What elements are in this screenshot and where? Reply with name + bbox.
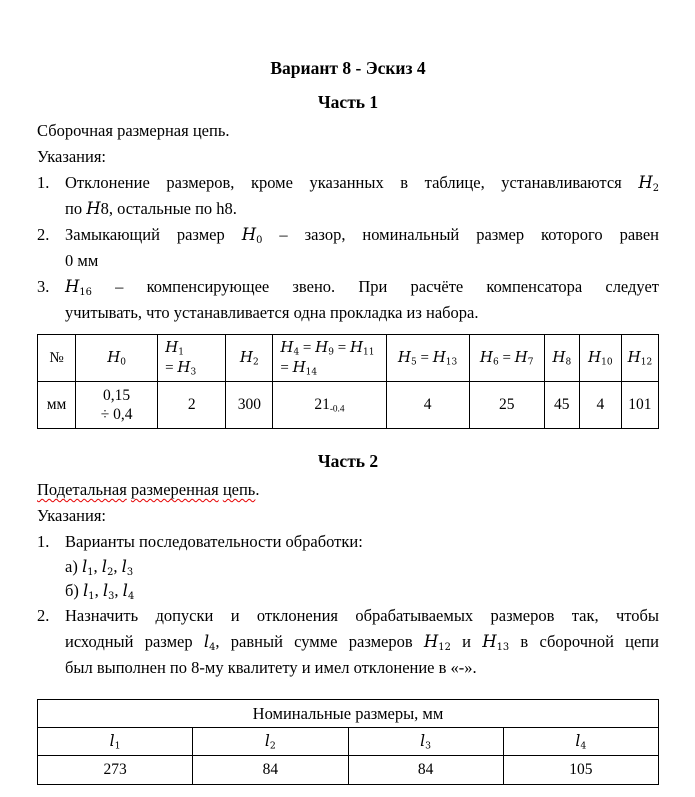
header-line: = $H_{14}$ [280, 358, 318, 378]
table2-value-l1: 273 [38, 756, 193, 785]
table2-title-row [38, 700, 659, 728]
table2-header-l1: $l_1$ [38, 728, 193, 756]
part2-item-2 [37, 603, 659, 681]
table2-value-l4: 105 [503, 756, 658, 785]
table1-value-h10: 4 [579, 382, 621, 429]
part1-item-1 [37, 170, 659, 222]
item-text-line: по H8, остальные по h8. [65, 199, 237, 218]
document-title: Вариант 8 - Эскиз 4 [270, 58, 426, 78]
table1-unit-cell: мм [38, 382, 76, 429]
table2-header-row [38, 728, 659, 756]
value-line: ÷ 0,4 [100, 406, 133, 423]
item-text-line: учитывать, что устанавливается одна прокладка из набора. [65, 303, 479, 322]
part1-section [37, 92, 659, 326]
dimension-parameters-table [37, 334, 659, 429]
table1-header-h10: $H_{10}$ [579, 335, 621, 382]
misspelled-word: Подетальная [37, 480, 127, 499]
table1-value-h5-h13: 4 [386, 382, 469, 429]
table2-title-cell: Номинальные размеры, мм [38, 700, 659, 728]
misspelled-word: цепь [222, 480, 256, 499]
table2-value-l2: 84 [193, 756, 348, 785]
item-text-line: Назначить допуски и отклонения обрабатываемых размеров так, чтобы [65, 606, 659, 625]
table2-header-l4: $l_4$ [503, 728, 658, 756]
item-text-line: $H_{16}$ – компенсирующее звено. При расчёте компенсатора следует [65, 277, 659, 298]
item-text-line: Замыкающий размер $H_0$ – зазор, номинальный размер которого равен [65, 225, 659, 246]
part1-intro: Сборочная размерная цепь. [37, 121, 230, 140]
misspelled-word: размеренная [130, 480, 219, 499]
part2-heading: Часть 2 [317, 451, 379, 471]
table1-value-h2: 300 [226, 382, 273, 429]
part2-item-1 [37, 529, 659, 603]
item-number: 1. [37, 173, 50, 192]
header-line: $H_1$ [165, 338, 184, 358]
part2-section [37, 451, 659, 681]
table1-value-h4: $21_{-0.4}$ [273, 382, 386, 429]
table1-value-h8: 45 [544, 382, 579, 429]
item-number: 2. [37, 606, 50, 625]
table1-header-h4-h9-h11-h14 [273, 335, 386, 382]
table1-header-h0: $H_0$ [76, 335, 158, 382]
item-text-line: исходный размер $l_4$, равный сумме размеров $H_{12}$ и $H_{13}$ в сборочной цепи [65, 632, 659, 653]
table1-header-h1-h3 [158, 335, 226, 382]
header-line: = $H_3$ [165, 358, 197, 378]
table1-header-h12: $H_{12}$ [621, 335, 658, 382]
table1-value-h12: 101 [621, 382, 658, 429]
nominal-sizes-table [37, 699, 659, 785]
part2-instructions-label: Указания: [37, 506, 106, 525]
part1-heading: Часть 1 [317, 92, 379, 112]
part1-instructions-label: Указания: [37, 147, 106, 166]
table1-value-h0 [76, 382, 158, 429]
item-number: 2. [37, 225, 50, 244]
sequence-option-b: б) $l_1$, $l_3$, $l_4$ [65, 581, 135, 602]
header-line: $H_4 = H_9 = H_{11}$ [280, 338, 375, 358]
table2-header-l3: $l_3$ [348, 728, 503, 756]
table2-values-row [38, 756, 659, 785]
table1-values-row [38, 382, 659, 429]
table1-header-h6-h7: $H_6 = H_7$ [469, 335, 544, 382]
item-text-line: Отклонение размеров, кроме указанных в таблице, устанавливаются $H_2$ [65, 173, 659, 194]
table1-header-h5-h13: $H_5 = H_{13}$ [386, 335, 469, 382]
sequence-option-a: а) $l_1$, $l_2$, $l_3$ [65, 557, 134, 578]
table2-value-l3: 84 [348, 756, 503, 785]
item-number: 3. [37, 277, 50, 296]
value-line: 0,15 [103, 387, 131, 404]
table1-header-h8: $H_8$ [544, 335, 579, 382]
item-text-line: был выполнен по 8-му квалитету и имел отклонение в «-». [65, 658, 477, 677]
item-text-line: Варианты последовательности обработки: [65, 532, 363, 551]
table1-value-h1-h3: 2 [158, 382, 226, 429]
item-text-line: 0 мм [65, 251, 99, 270]
intro-period: . [255, 480, 260, 499]
table1-value-h6-h7: 25 [469, 382, 544, 429]
part1-item-3 [37, 274, 659, 326]
table2-header-l2: $l_2$ [193, 728, 348, 756]
table1-header-row [38, 335, 659, 382]
part1-item-2 [37, 222, 659, 274]
item-number: 1. [37, 532, 50, 551]
part2-intro [37, 477, 659, 503]
table1-header-no: № [38, 335, 76, 382]
table1-header-h2: $H_2$ [226, 335, 273, 382]
